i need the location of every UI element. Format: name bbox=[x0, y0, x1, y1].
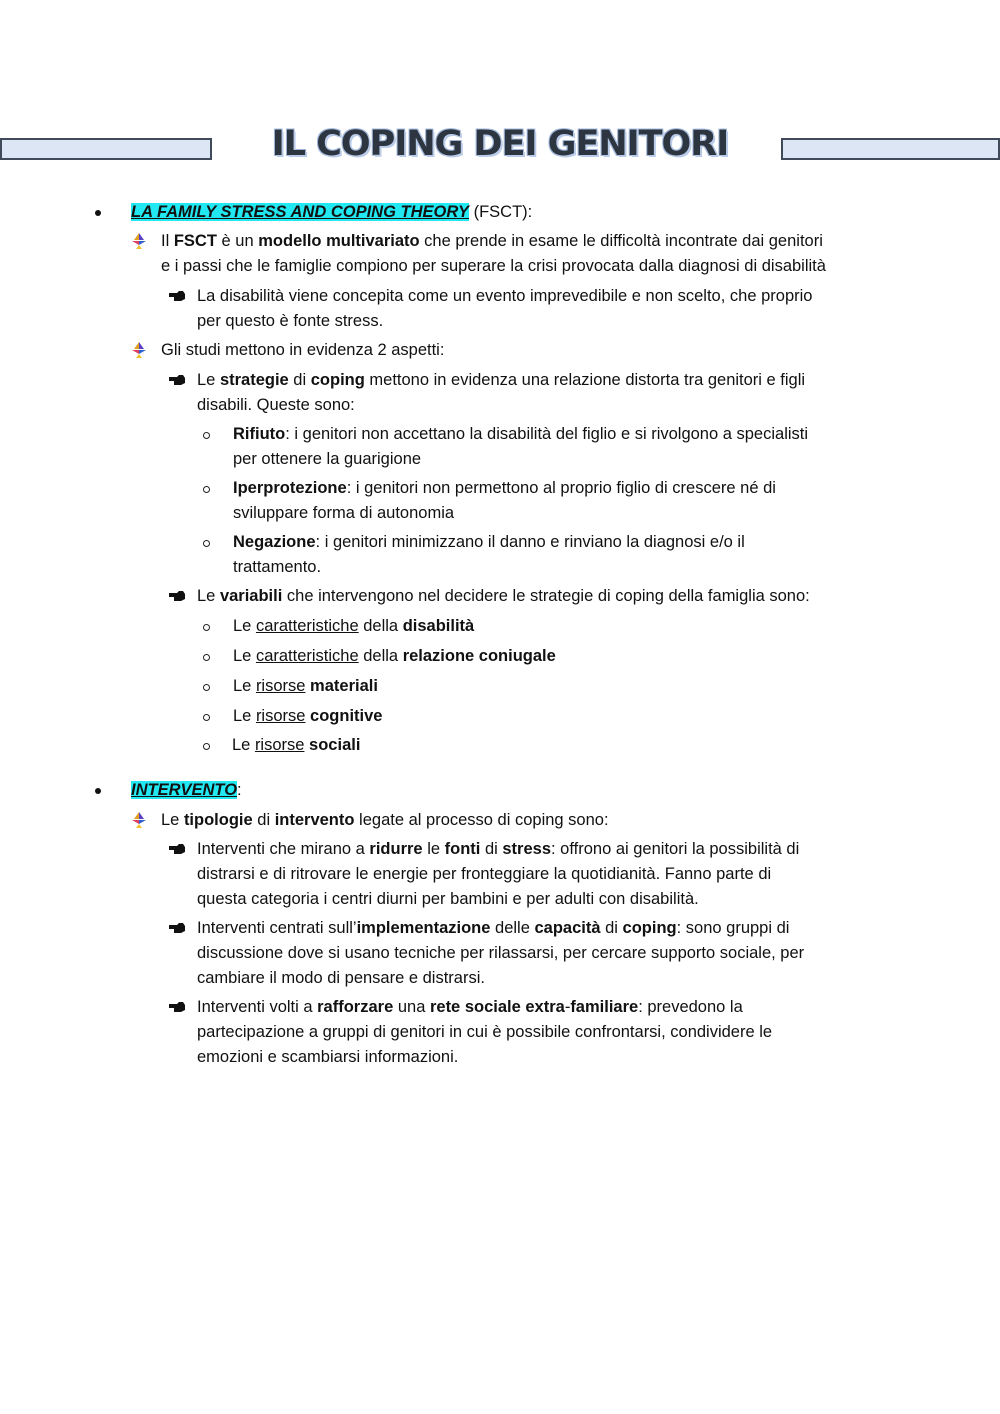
diamond-bullet-icon bbox=[131, 811, 147, 829]
list-item: Negazione: i genitori minimizzano il danno e rinviano la diagnosi e/o il bbox=[233, 533, 745, 551]
paragraph-line: e i passi che le famiglie compiono per superare la crisi provocata dalla diagnosi di disabilità bbox=[161, 257, 826, 275]
list-item: sviluppare forma di autonomia bbox=[233, 504, 455, 522]
bullet-dot-icon bbox=[95, 788, 101, 794]
paragraph-line: Interventi volti a rafforzare una rete sociale extra-familiare: prevedono la bbox=[197, 998, 743, 1016]
paragraph-line: Il FSCT è un modello multivariato che prende in esame le difficoltà incontrate dai genitori bbox=[161, 232, 823, 250]
section-heading-fsct: LA FAMILY STRESS AND COPING THEORY (FSCT): bbox=[131, 203, 533, 221]
list-item: Le risorse sociali bbox=[232, 736, 361, 754]
paragraph-line: discussione dove si usano tecniche per rilassarsi, per cercare supporto sociale, per bbox=[197, 944, 805, 962]
pointing-hand-icon bbox=[168, 843, 188, 855]
paragraph-line: Le variabili che intervengono nel decidere le strategie di coping della famiglia sono: bbox=[197, 587, 810, 605]
circle-bullet-icon bbox=[203, 684, 210, 691]
list-item: Le caratteristiche della relazione coniugale bbox=[233, 647, 556, 665]
paragraph-line: Le tipologie di intervento legate al processo di coping sono: bbox=[161, 811, 609, 829]
list-item: Rifiuto: i genitori non accettano la disabilità del figlio e si rivolgono a specialisti bbox=[233, 425, 809, 443]
paragraph-line: distrarsi e di ritrovare le energie per fronteggiare la quotidianità. Fanno parte di bbox=[197, 865, 772, 883]
circle-bullet-icon bbox=[203, 714, 210, 721]
circle-bullet-icon bbox=[203, 624, 210, 631]
paragraph-line: Interventi che mirano a ridurre le fonti di stress: offrono ai genitori la possibilità di bbox=[197, 840, 800, 858]
paragraph-line: Le strategie di coping mettono in evidenza una relazione distorta tra genitori e figli bbox=[197, 371, 806, 389]
pointing-hand-icon bbox=[168, 922, 188, 934]
circle-bullet-icon bbox=[203, 540, 210, 547]
section-heading-intervento: INTERVENTO: bbox=[131, 781, 242, 799]
list-item: Iperprotezione: i genitori non permettono al proprio figlio di crescere né di bbox=[233, 479, 776, 497]
paragraph-line: Interventi centrati sull’implementazione delle capacità di coping: sono gruppi di bbox=[197, 919, 790, 937]
list-item: Le risorse materiali bbox=[233, 677, 378, 695]
list-item: Le risorse cognitive bbox=[233, 707, 383, 725]
list-item: Le caratteristiche della disabilità bbox=[233, 617, 475, 635]
page-title: IL COPING DEI GENITORI bbox=[271, 124, 729, 164]
paragraph-line: questa categoria i centri diurni per bambini e per adulti con disabilità. bbox=[197, 890, 699, 908]
highlighted-heading: INTERVENTO bbox=[131, 781, 238, 799]
diamond-bullet-icon bbox=[131, 232, 147, 250]
pointing-hand-icon bbox=[168, 374, 188, 386]
circle-bullet-icon bbox=[203, 432, 210, 439]
circle-bullet-icon bbox=[203, 654, 210, 661]
paragraph-line: per questo è fonte stress. bbox=[197, 312, 384, 330]
list-item: trattamento. bbox=[233, 558, 322, 576]
paragraph-line: La disabilità viene concepita come un evento imprevedibile e non scelto, che proprio bbox=[197, 287, 813, 305]
circle-bullet-icon bbox=[203, 743, 210, 750]
paragraph-line: Gli studi mettono in evidenza 2 aspetti: bbox=[161, 341, 445, 359]
list-item: per ottenere la guarigione bbox=[233, 450, 422, 468]
paragraph-line: partecipazione a gruppi di genitori in cui è possibile confrontarsi, condividere le bbox=[197, 1023, 773, 1041]
paragraph-line: cambiare il modo di pensare e distrarsi. bbox=[197, 969, 485, 987]
paragraph-line: emozioni e scambiarsi informazioni. bbox=[197, 1048, 459, 1066]
circle-bullet-icon bbox=[203, 486, 210, 493]
bullet-dot-icon bbox=[95, 210, 101, 216]
pointing-hand-icon bbox=[168, 590, 188, 602]
pointing-hand-icon bbox=[168, 290, 188, 302]
diamond-bullet-icon bbox=[131, 341, 147, 359]
paragraph-line: disabili. Queste sono: bbox=[197, 396, 355, 414]
highlighted-heading: LA FAMILY STRESS AND COPING THEORY bbox=[131, 203, 469, 221]
pointing-hand-icon bbox=[168, 1001, 188, 1013]
